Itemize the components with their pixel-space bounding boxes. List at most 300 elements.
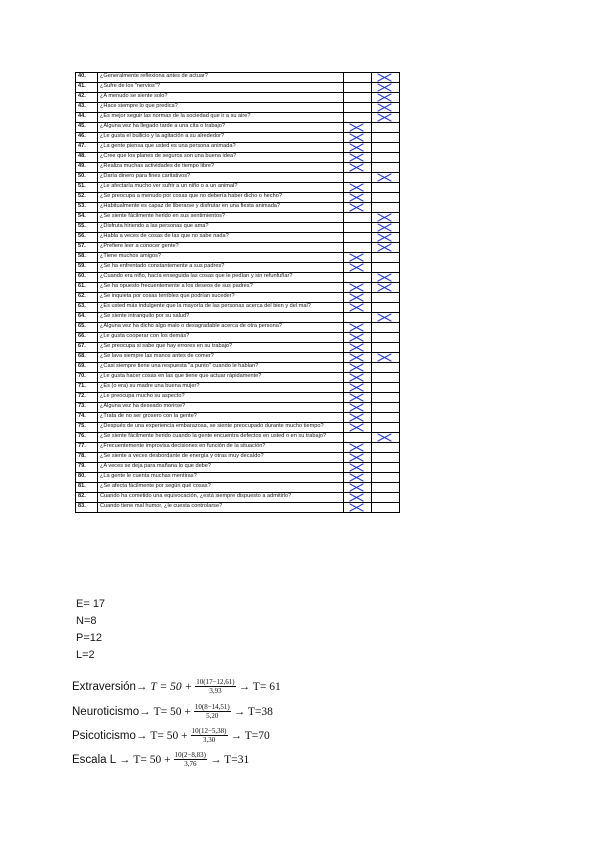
question-text: ¿La gente piensa que usted es una persona animada? (98, 143, 344, 153)
cross-mark-icon (346, 373, 369, 382)
table-row (76, 363, 400, 373)
question-text: ¿Realiza muchas actividades de tiempo libre? (98, 163, 344, 173)
cross-mark-icon (374, 243, 397, 252)
question-text: ¿Es (o era) su madre una buena mujer? (98, 383, 344, 393)
answer-yes-cell (344, 383, 372, 393)
answer-no-cell (372, 303, 400, 313)
question-text: ¿Se preocupa a menudo por cosas que no debería haber dicho o hecho? (98, 193, 344, 203)
cross-mark-icon (346, 343, 369, 352)
table-row (76, 453, 400, 463)
table-row (76, 193, 400, 203)
answer-yes-cell (344, 193, 372, 203)
cross-mark-icon (374, 433, 397, 442)
question-number: 62. (76, 293, 98, 303)
table-row (76, 183, 400, 193)
cross-mark-icon (346, 383, 369, 392)
score-l: L=2 (76, 649, 95, 661)
cross-mark-icon (346, 253, 369, 262)
cross-mark-icon (346, 153, 369, 162)
answer-yes-cell (344, 213, 372, 223)
question-number: 59. (76, 263, 98, 273)
formula-prefix: T= 50 + (150, 729, 188, 742)
answer-yes-cell (344, 343, 372, 353)
question-text: ¿Hace siempre lo que predica? (98, 103, 344, 113)
table-row (76, 443, 400, 453)
cross-mark-icon (374, 103, 397, 112)
cross-mark-icon (374, 233, 397, 242)
answer-no-cell (372, 343, 400, 353)
cross-mark-icon (346, 453, 369, 462)
formula-label: Extraversión→ (72, 680, 148, 693)
answer-no-cell (372, 403, 400, 413)
formula-prefix: T = 50 + (150, 680, 193, 693)
question-number: 76. (76, 433, 98, 443)
table-row (76, 263, 400, 273)
question-number: 66. (76, 333, 98, 343)
table-row (76, 213, 400, 223)
answer-no-cell (372, 353, 400, 363)
question-number: 52. (76, 193, 98, 203)
answer-yes-cell (344, 433, 372, 443)
answer-no-cell (372, 203, 400, 213)
table-row (76, 473, 400, 483)
table-row (76, 73, 400, 83)
answer-no-cell (372, 243, 400, 253)
cross-mark-icon (346, 203, 369, 212)
question-text: ¿A menudo se siente solo? (98, 93, 344, 103)
question-number: 43. (76, 103, 98, 113)
cross-mark-icon (346, 333, 369, 342)
answer-no-cell (372, 153, 400, 163)
cross-mark-icon (346, 423, 369, 432)
table-row (76, 133, 400, 143)
question-text: ¿Habitualmente es capaz de liberarse y disfrutar en una fiesta animada? (98, 203, 344, 213)
answer-yes-cell (344, 163, 372, 173)
formula-fraction (194, 703, 231, 720)
table-row (76, 503, 400, 513)
cross-mark-icon (346, 303, 369, 312)
answer-no-cell (372, 173, 400, 183)
answer-yes-cell (344, 83, 372, 93)
answer-no-cell (372, 133, 400, 143)
cross-mark-icon (346, 163, 369, 172)
cross-mark-icon (374, 213, 397, 222)
cross-mark-icon (346, 393, 369, 402)
table-row (76, 203, 400, 213)
answer-yes-cell (344, 463, 372, 473)
question-text: ¿Cree que los planes de seguros son una buena idea? (98, 153, 344, 163)
table-row (76, 493, 400, 503)
question-number: 46. (76, 133, 98, 143)
table-row (76, 153, 400, 163)
question-text: ¿Le gusta hacer cosas en las que tiene que actuar rápidamente? (98, 373, 344, 383)
question-number: 58. (76, 253, 98, 263)
table-row (76, 433, 400, 443)
question-text: ¿Se inquieta por cosas terribles que podrían suceder? (98, 293, 344, 303)
table-row (76, 353, 400, 363)
cross-mark-icon (374, 83, 397, 92)
answer-yes-cell (344, 113, 372, 123)
question-number: 77. (76, 443, 98, 453)
cross-mark-icon (374, 353, 397, 362)
formula-numerator: 10(12−5,38) (191, 727, 227, 735)
question-text: ¿Es usted más indulgente que la mayoría de las personas acerca del bien y del mal? (98, 303, 344, 313)
cross-mark-icon (346, 503, 369, 512)
table-row (76, 233, 400, 243)
formula-denominator: 3,30 (202, 736, 216, 744)
formula-label: Neuroticismo→ (72, 705, 151, 718)
question-text: ¿Es mejor seguir las normas de la sociedad que ir a su aire? (98, 113, 344, 123)
answer-no-cell (372, 393, 400, 403)
cross-mark-icon (346, 473, 369, 482)
table-row (76, 93, 400, 103)
question-number: 78. (76, 453, 98, 463)
table-row (76, 173, 400, 183)
question-number: 49. (76, 163, 98, 173)
question-text: Cuando ha cometido una equivocación, ¿está siempre dispuesto a admitirlo? (98, 493, 344, 503)
answer-no-cell (372, 113, 400, 123)
table-row (76, 393, 400, 403)
table-row (76, 253, 400, 263)
answer-yes-cell (344, 363, 372, 373)
formula-label: Psicoticismo→ (72, 729, 148, 742)
answer-yes-cell (344, 233, 372, 243)
answer-yes-cell (344, 373, 372, 383)
question-text: ¿Tiene muchos amigos? (98, 253, 344, 263)
question-number: 73. (76, 403, 98, 413)
score-p: P=12 (76, 632, 102, 644)
answer-no-cell (372, 433, 400, 443)
question-text: ¿Daría dinero para fines caritativos? (98, 173, 344, 183)
question-number: 79. (76, 463, 98, 473)
answer-no-cell (372, 273, 400, 283)
question-number: 47. (76, 143, 98, 153)
question-number: 55. (76, 223, 98, 233)
table-row (76, 243, 400, 253)
answer-yes-cell (344, 133, 372, 143)
question-number: 45. (76, 123, 98, 133)
answer-no-cell (372, 313, 400, 323)
question-text: ¿Cuando era niño, hacía enseguida las cosas que le pedían y sin refunfuñar? (98, 273, 344, 283)
cross-mark-icon (346, 413, 369, 422)
cross-mark-icon (346, 123, 369, 132)
question-text: ¿Le preocupa mucho su aspecto? (98, 393, 344, 403)
question-text: ¿Se siente fácilmente herido en sus sentimientos? (98, 213, 344, 223)
answer-yes-cell (344, 243, 372, 253)
formula-denominator: 5,20 (206, 712, 219, 720)
table-row (76, 333, 400, 343)
answer-yes-cell (344, 423, 372, 433)
question-number: 42. (76, 93, 98, 103)
cross-mark-icon (346, 283, 369, 292)
question-text: ¿Se ha enfrentado constantemente a sus padres? (98, 263, 344, 273)
question-number: 64. (76, 313, 98, 323)
cross-mark-icon (346, 133, 369, 142)
table-row (76, 343, 400, 353)
answer-no-cell (372, 213, 400, 223)
answer-no-cell (372, 123, 400, 133)
answer-no-cell (372, 73, 400, 83)
cross-mark-icon (346, 143, 369, 152)
cross-mark-icon (346, 493, 369, 502)
questionnaire-table (75, 72, 400, 513)
answer-yes-cell (344, 493, 372, 503)
cross-mark-icon (374, 93, 397, 102)
answer-yes-cell (344, 333, 372, 343)
answer-no-cell (372, 333, 400, 343)
question-text: ¿Se siente a veces desbordante de energía y otras muy decaído? (98, 453, 344, 463)
formula-scale-l (72, 751, 249, 768)
answer-yes-cell (344, 283, 372, 293)
answer-no-cell (372, 93, 400, 103)
answer-no-cell (372, 493, 400, 503)
question-number: 83. (76, 503, 98, 513)
question-text: ¿Le gusta cooperar con los demás? (98, 333, 344, 343)
answer-no-cell (372, 233, 400, 243)
question-number: 54. (76, 213, 98, 223)
question-number: 82. (76, 493, 98, 503)
cross-mark-icon (346, 183, 369, 192)
question-number: 41. (76, 83, 98, 93)
table-row (76, 83, 400, 93)
question-text: ¿Le gusta el bullicio y la agitación a su alrededor? (98, 133, 344, 143)
formula-extraversion (72, 678, 281, 695)
formula-psychoticism (72, 727, 270, 744)
table-row (76, 293, 400, 303)
table-row (76, 483, 400, 493)
question-text: ¿Disfruta hiriendo a las personas que ama? (98, 223, 344, 233)
answer-yes-cell (344, 453, 372, 463)
question-text: ¿Casi siempre tiene una respuesta "a punto" cuando le hablan? (98, 363, 344, 373)
answer-no-cell (372, 183, 400, 193)
question-number: 50. (76, 173, 98, 183)
answer-yes-cell (344, 273, 372, 283)
question-text: ¿Se siente intranquilo por su salud? (98, 313, 344, 323)
question-number: 81. (76, 483, 98, 493)
answer-yes-cell (344, 143, 372, 153)
question-text: ¿Le afectaría mucho ver sufrir a un niño o a un animal? (98, 183, 344, 193)
question-number: 57. (76, 243, 98, 253)
answer-no-cell (372, 143, 400, 153)
question-number: 48. (76, 153, 98, 163)
question-text: ¿Frecuentemente improvisa decisiones en función de la situación? (98, 443, 344, 453)
answer-yes-cell (344, 313, 372, 323)
answer-no-cell (372, 263, 400, 273)
answer-yes-cell (344, 483, 372, 493)
formula-fraction (174, 751, 207, 768)
cross-mark-icon (374, 273, 397, 282)
question-text: ¿Se lava siempre las manos antes de comer? (98, 353, 344, 363)
question-number: 40. (76, 73, 98, 83)
answer-no-cell (372, 473, 400, 483)
question-text: ¿Después de una experiencia embarazosa, se siente preocupado durante mucho tiempo? (98, 423, 344, 433)
score-n: N=8 (76, 615, 97, 627)
table-row (76, 123, 400, 133)
cross-mark-icon (346, 463, 369, 472)
answer-yes-cell (344, 223, 372, 233)
question-text: ¿Se afecta fácilmente por según qué cosas? (98, 483, 344, 493)
answer-no-cell (372, 443, 400, 453)
answer-yes-cell (344, 303, 372, 313)
answer-no-cell (372, 373, 400, 383)
formula-neuroticism (72, 703, 273, 720)
question-text: ¿A veces se deja para mañana lo que debe? (98, 463, 344, 473)
answer-no-cell (372, 83, 400, 93)
formula-numerator: 10(17−12,61) (196, 678, 235, 686)
question-number: 63. (76, 303, 98, 313)
cross-mark-icon (346, 353, 369, 362)
question-number: 75. (76, 423, 98, 433)
cross-mark-icon (346, 483, 369, 492)
answer-yes-cell (344, 183, 372, 193)
answer-yes-cell (344, 403, 372, 413)
table-row (76, 283, 400, 293)
question-text: Cuando tiene mal humor, ¿le cuesta controlarse? (98, 503, 344, 513)
question-text: ¿Prefiere leer a conocer gente? (98, 243, 344, 253)
answer-yes-cell (344, 103, 372, 113)
cross-mark-icon (374, 283, 397, 292)
answer-yes-cell (344, 323, 372, 333)
table-row (76, 403, 400, 413)
cross-mark-icon (346, 193, 369, 202)
formula-denominator: 3,76 (184, 760, 197, 768)
answer-yes-cell (344, 503, 372, 513)
question-text: ¿Habla a veces de cosas de las que no sabe nada? (98, 233, 344, 243)
answer-no-cell (372, 253, 400, 263)
cross-mark-icon (374, 73, 397, 82)
answer-no-cell (372, 463, 400, 473)
question-text: ¿Se ha opuesto frecuentemente a los deseos de sus padres? (98, 283, 344, 293)
cross-mark-icon (374, 173, 397, 182)
answer-no-cell (372, 163, 400, 173)
table-row (76, 383, 400, 393)
question-text: ¿Alguna vez ha llegado tarde a una cita o trabajo? (98, 123, 344, 133)
answer-yes-cell (344, 73, 372, 83)
cross-mark-icon (346, 293, 369, 302)
answer-yes-cell (344, 203, 372, 213)
answer-yes-cell (344, 353, 372, 363)
answer-yes-cell (344, 293, 372, 303)
raw-scores (76, 596, 105, 664)
question-number: 61. (76, 283, 98, 293)
answer-yes-cell (344, 393, 372, 403)
question-number: 72. (76, 393, 98, 403)
question-number: 74. (76, 413, 98, 423)
answer-yes-cell (344, 263, 372, 273)
question-text: ¿La gente le cuenta muchas mentiras? (98, 473, 344, 483)
question-text: ¿Se siente fácilmente herido cuando la gente encuentra defectos en usted o en su trabajo? (98, 433, 344, 443)
question-text: ¿Alguna vez ha deseado morirse? (98, 403, 344, 413)
table-row (76, 313, 400, 323)
answer-yes-cell (344, 93, 372, 103)
question-number: 51. (76, 183, 98, 193)
question-text: ¿Sufre de los "nervios"? (98, 83, 344, 93)
question-number: 70. (76, 373, 98, 383)
table-row (76, 113, 400, 123)
table-row (76, 103, 400, 113)
cross-mark-icon (346, 323, 369, 332)
question-number: 60. (76, 273, 98, 283)
answer-no-cell (372, 103, 400, 113)
answer-yes-cell (344, 443, 372, 453)
answer-no-cell (372, 453, 400, 463)
answer-yes-cell (344, 173, 372, 183)
cross-mark-icon (346, 263, 369, 272)
answer-no-cell (372, 413, 400, 423)
answer-yes-cell (344, 413, 372, 423)
answer-no-cell (372, 363, 400, 373)
formula-numerator: 10(8−14,51) (194, 703, 230, 711)
answer-yes-cell (344, 123, 372, 133)
table-row (76, 413, 400, 423)
question-text: ¿Se preocupa si sabe que hay errores en su trabajo? (98, 343, 344, 353)
answer-yes-cell (344, 253, 372, 263)
table-row (76, 223, 400, 233)
question-number: 69. (76, 363, 98, 373)
formula-fraction (191, 727, 228, 744)
answer-no-cell (372, 223, 400, 233)
answer-no-cell (372, 483, 400, 493)
answer-no-cell (372, 293, 400, 303)
answer-yes-cell (344, 153, 372, 163)
question-number: 68. (76, 353, 98, 363)
formula-result: → T= 61 (238, 680, 281, 693)
score-e: E= 17 (76, 598, 106, 610)
answer-no-cell (372, 383, 400, 393)
formula-numerator: 10(2−8,83) (174, 751, 207, 759)
formula-result: → T=31 (210, 753, 250, 766)
cross-mark-icon (346, 403, 369, 412)
table-row (76, 373, 400, 383)
cross-mark-icon (374, 313, 397, 322)
formula-prefix: T= 50 + (153, 705, 191, 718)
formula-denominator: 3,93 (209, 687, 222, 695)
cross-mark-icon (374, 113, 397, 122)
answer-no-cell (372, 193, 400, 203)
question-number: 65. (76, 323, 98, 333)
table-row (76, 163, 400, 173)
cross-mark-icon (346, 443, 369, 452)
question-text: ¿Trata de no ser grosero con la gente? (98, 413, 344, 423)
question-number: 53. (76, 203, 98, 213)
question-text: ¿Alguna vez ha dicho algo malo o desagradable acerca de otra persona? (98, 323, 344, 333)
answer-no-cell (372, 423, 400, 433)
table-row (76, 273, 400, 283)
formula-prefix: T= 50 + (133, 753, 171, 766)
formula-fraction (195, 678, 235, 695)
formula-label: Escala L → (72, 753, 131, 766)
question-number: 80. (76, 473, 98, 483)
table-row (76, 303, 400, 313)
table-row (76, 323, 400, 333)
question-number: 56. (76, 233, 98, 243)
answer-no-cell (372, 283, 400, 293)
table-row (76, 423, 400, 433)
formula-result: → T=38 (233, 705, 273, 718)
table-row (76, 143, 400, 153)
question-number: 67. (76, 343, 98, 353)
cross-mark-icon (346, 363, 369, 372)
table-row (76, 463, 400, 473)
answer-yes-cell (344, 473, 372, 483)
answer-no-cell (372, 323, 400, 333)
question-number: 71. (76, 383, 98, 393)
formula-result: → T=70 (230, 729, 270, 742)
question-text: ¿Generalmente reflexiona antes de actuar? (98, 73, 344, 83)
question-number: 44. (76, 113, 98, 123)
answer-no-cell (372, 503, 400, 513)
cross-mark-icon (374, 223, 397, 232)
